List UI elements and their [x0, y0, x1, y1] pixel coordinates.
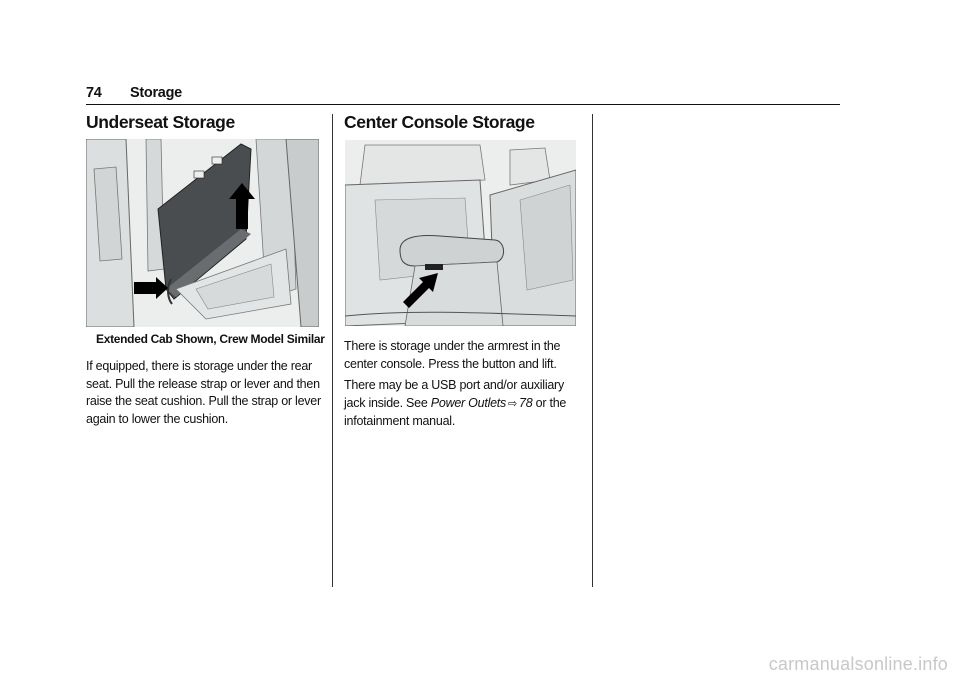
underseat-storage-paragraph [86, 358, 319, 428]
center-console-storage-heading: Center Console Storage [344, 112, 535, 132]
column-divider [592, 114, 593, 587]
section-title: Storage [130, 85, 182, 101]
column-divider [332, 114, 333, 587]
paragraph-line: If equipped, there is storage under the rear [86, 359, 312, 373]
page-reference-arrow-icon: ⇨ [508, 397, 518, 410]
figure-caption: Extended Cab Shown, Crew Model Similar [96, 332, 325, 346]
paragraph-line: infotainment manual. [344, 414, 456, 428]
paragraph-line: again to lower the cushion. [86, 411, 228, 426]
underseat-storage-heading: Underseat Storage [86, 112, 235, 132]
page-header [86, 84, 840, 105]
paragraph-line: seat. Pull the release strap or lever and then [86, 376, 320, 391]
center-console-paragraph-2 [344, 377, 577, 431]
line-prefix: jack inside. See [344, 395, 431, 410]
underseat-storage-illustration [86, 139, 319, 327]
watermark: carmanualsonline.info [768, 654, 948, 674]
paragraph-line: There is storage under the armrest in the [344, 339, 561, 353]
line-suffix: or the [532, 395, 567, 410]
center-console-illustration [345, 140, 576, 326]
page-number: 74 [86, 85, 102, 101]
paragraph-line: There may be a USB port and/or auxiliary [344, 378, 564, 392]
paragraph-line: center console. Press the button and lift. [344, 356, 557, 371]
power-outlets-link[interactable]: Power Outlets [430, 395, 507, 410]
paragraph-line: raise the seat cushion. Pull the strap or lever [86, 394, 321, 408]
paragraph-line-with-reference [344, 395, 577, 414]
page-reference-number[interactable]: 78 [519, 395, 533, 410]
center-console-paragraph-1 [344, 338, 577, 373]
